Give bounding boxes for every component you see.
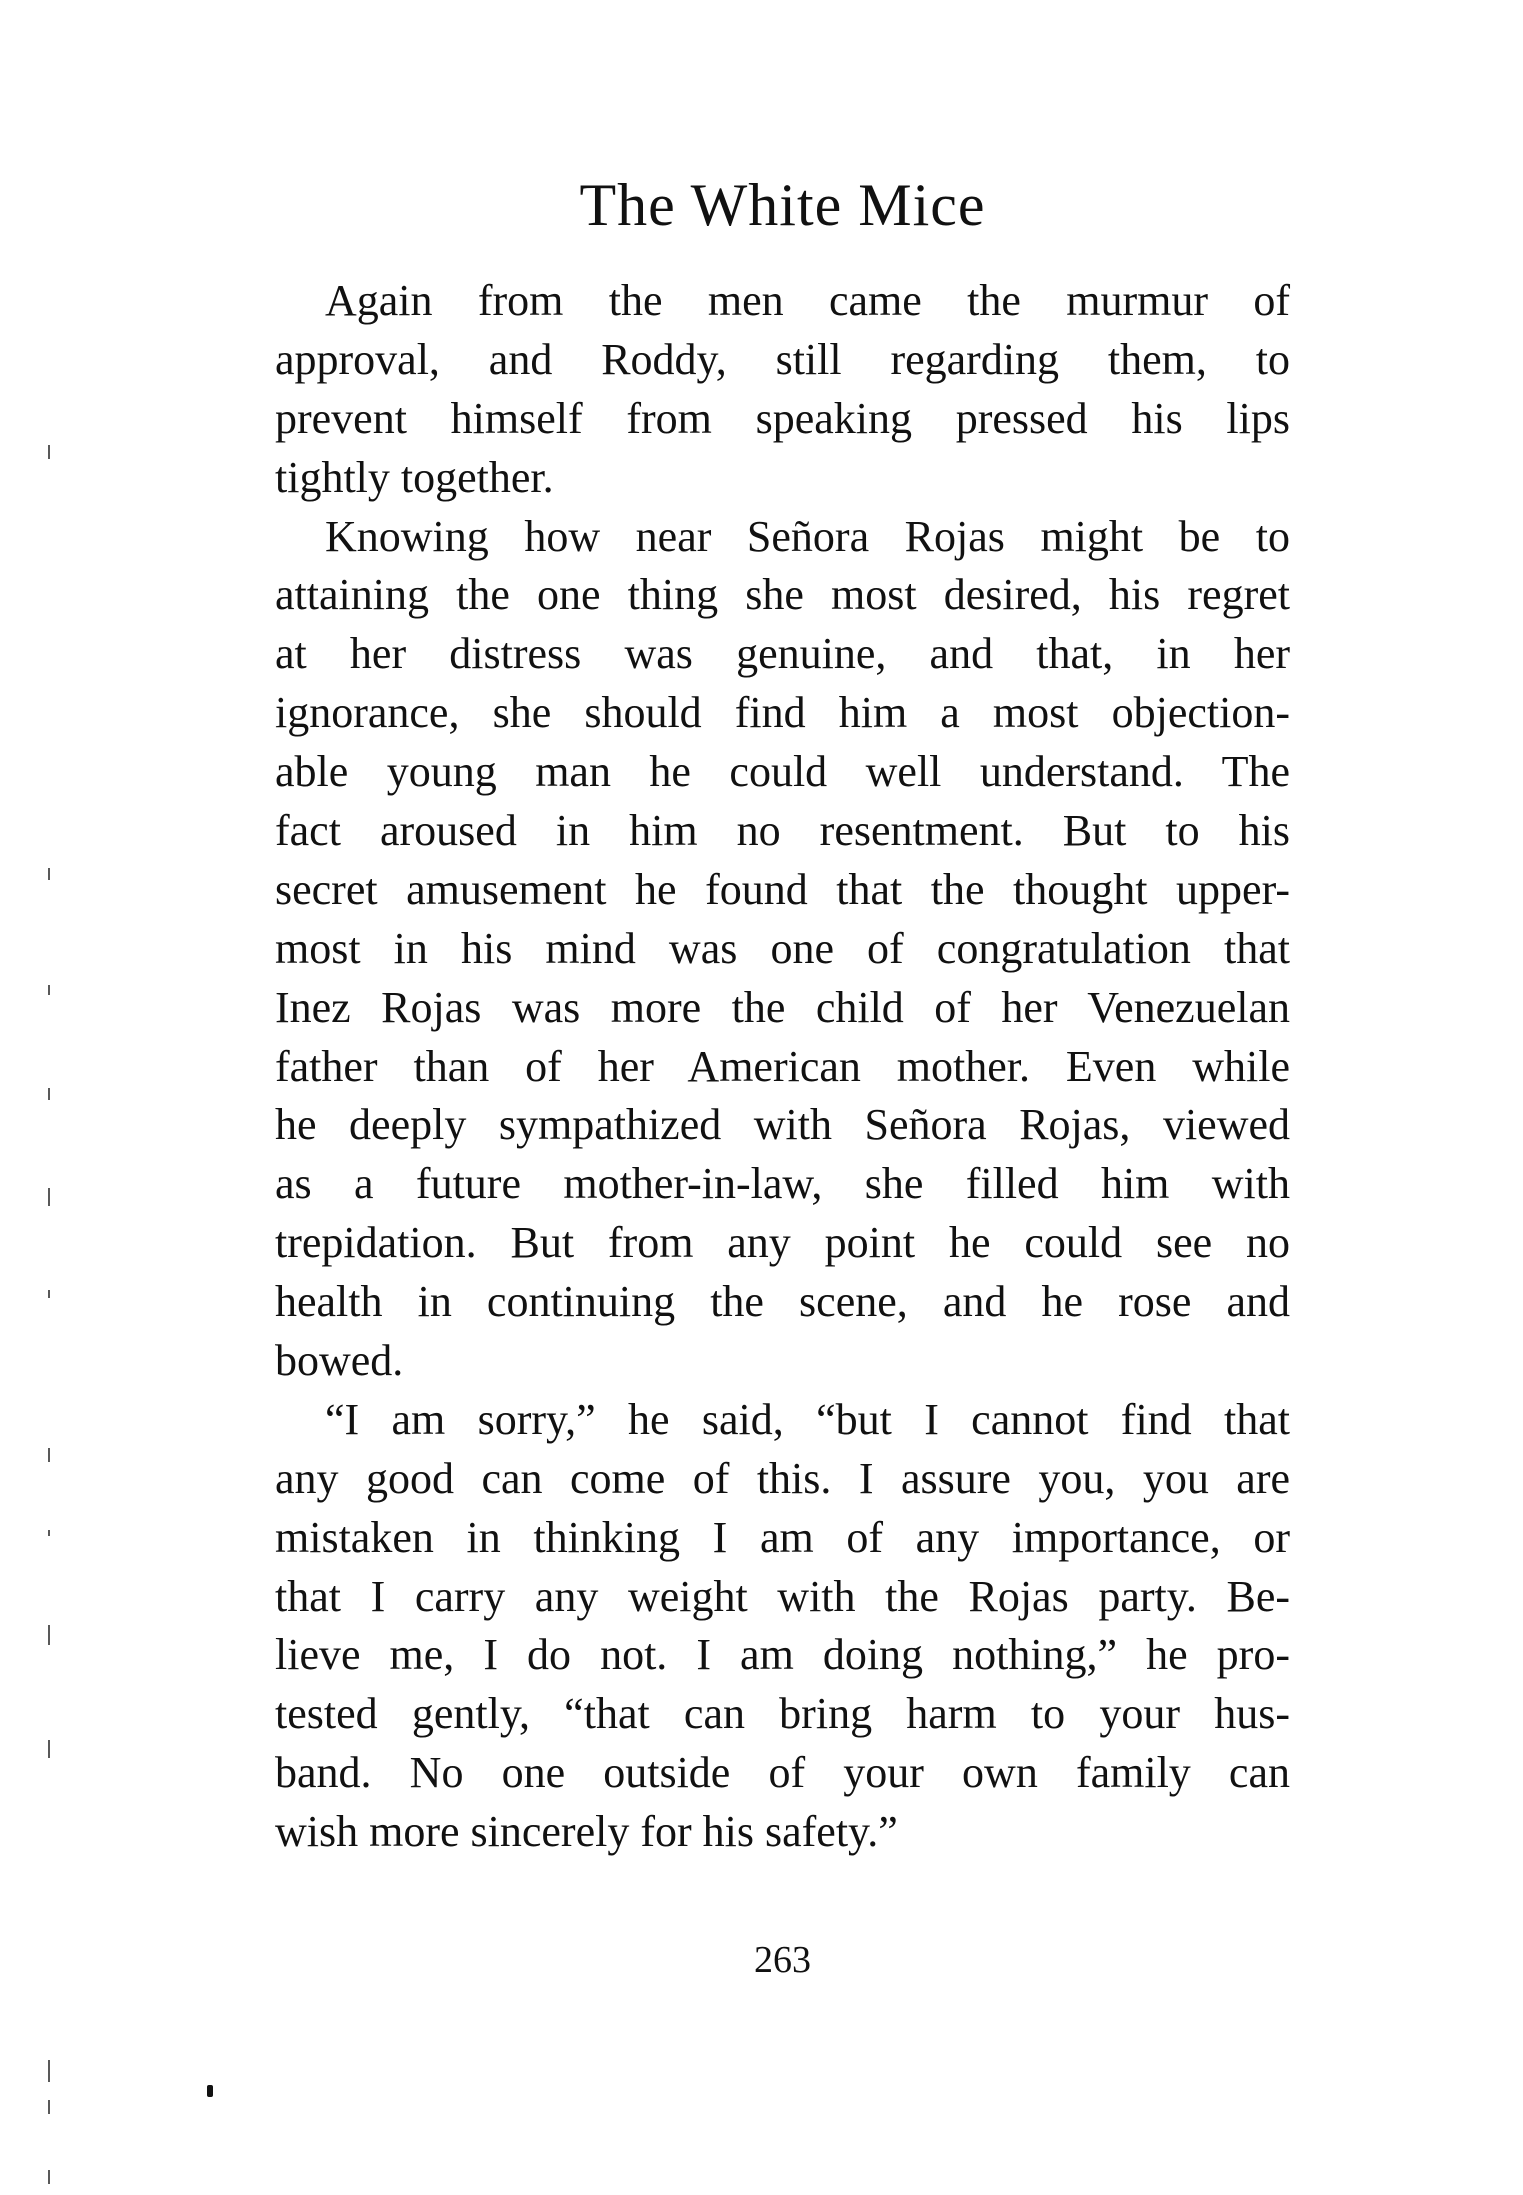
scan-artifact-mark: [48, 1740, 50, 1758]
text-line: most in his mind was one of congratulation that: [275, 923, 1290, 973]
text-line: father than of her American mother. Even while: [275, 1041, 1290, 1091]
text-line: ignorance, she should find him a most objection-: [275, 688, 1290, 738]
scan-artifact-mark: [48, 445, 50, 459]
scan-artifact-mark: [48, 1530, 50, 1536]
text-line: as a future mother-in-law, she filled him with: [275, 1159, 1290, 1209]
text-line: “I am sorry,” he said, “but I cannot find that: [325, 1394, 1290, 1444]
text-line: health in continuing the scene, and he rose and: [275, 1277, 1290, 1327]
text-line: tightly together.: [275, 452, 554, 502]
scan-artifact-dot: [207, 2085, 213, 2097]
text-line: bowed.: [275, 1336, 404, 1386]
body-text: [275, 272, 1290, 1862]
scan-artifact-mark: [48, 985, 50, 995]
text-line: that I carry any weight with the Rojas party. Be-: [275, 1571, 1290, 1621]
text-line: wish more sincerely for his safety.”: [275, 1807, 898, 1857]
text-line: fact aroused in him no resentment. But to his: [275, 806, 1290, 856]
text-line: at her distress was genuine, and that, in her: [275, 629, 1290, 679]
scan-artifact-mark: [48, 2100, 50, 2114]
text-line: Knowing how near Señora Rojas might be to: [325, 511, 1290, 561]
text-line: tested gently, “that can bring harm to your hus-: [275, 1689, 1290, 1739]
text-line: lieve me, I do not. I am doing nothing,” he pro-: [275, 1630, 1290, 1680]
text-line: he deeply sympathized with Señora Rojas, viewed: [275, 1100, 1290, 1150]
text-line: any good can come of this. I assure you, you are: [275, 1453, 1290, 1503]
text-line: Inez Rojas was more the child of her Venezuelan: [275, 982, 1290, 1032]
paragraph: [275, 272, 1290, 508]
text-line: Again from the men came the murmur of: [325, 276, 1290, 325]
scan-artifact-mark: [48, 1088, 50, 1100]
paragraph: [275, 1391, 1290, 1862]
scan-artifact-mark: [48, 1290, 50, 1298]
scan-artifact-mark: [48, 2060, 50, 2082]
text-line: mistaken in thinking I am of any importance, or: [275, 1512, 1290, 1562]
scan-artifact-mark: [48, 868, 50, 880]
text-line: attaining the one thing she most desired, his regret: [275, 570, 1290, 620]
text-line: secret amusement he found that the thought upper-: [275, 864, 1290, 914]
scan-artifact-mark: [48, 2170, 50, 2184]
scan-artifact-mark: [48, 1188, 50, 1206]
text-line: able young man he could well understand. The: [275, 747, 1290, 797]
text-line: approval, and Roddy, still regarding them, to: [275, 334, 1290, 384]
text-line: trepidation. But from any point he could see no: [275, 1218, 1290, 1268]
running-head: The White Mice: [579, 172, 986, 238]
text-line: prevent himself from speaking pressed his lips: [275, 393, 1290, 443]
scan-artifact-mark: [48, 1625, 50, 1645]
text-line: band. No one outside of your own family can: [275, 1748, 1290, 1798]
page-number: 263: [754, 1939, 811, 1981]
paragraph: [275, 508, 1290, 1391]
scan-artifact-mark: [48, 1448, 50, 1462]
